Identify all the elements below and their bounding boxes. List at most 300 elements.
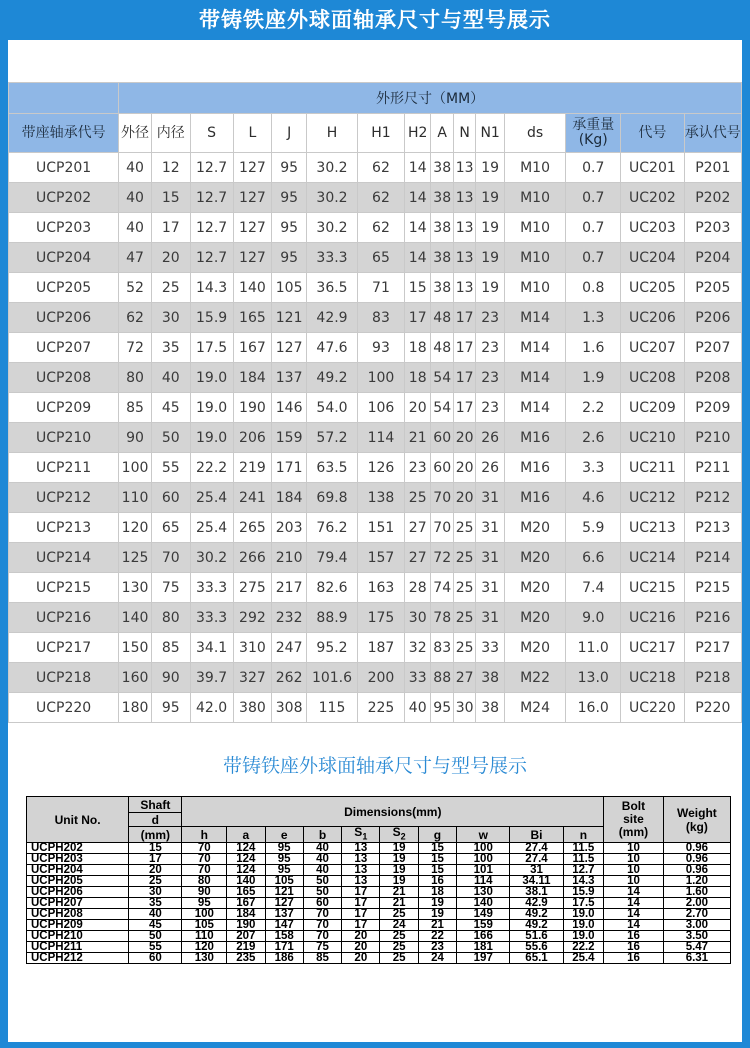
table-cell: 3.00: [663, 920, 730, 931]
table-cell: 17: [453, 333, 475, 363]
table-cell: 20: [404, 393, 431, 423]
table-cell: 14: [404, 183, 431, 213]
table-cell: P211: [684, 453, 741, 483]
table-cell: 95: [272, 243, 307, 273]
page-title: 带铸铁座外球面轴承尺寸与型号展示: [199, 8, 551, 32]
table-cell: 17: [342, 920, 380, 931]
dim-col-subscript: 2: [400, 831, 406, 842]
table-cell: 50: [129, 931, 182, 942]
table-cell: 13: [342, 876, 380, 887]
table-cell: UC220: [621, 693, 684, 723]
table-cell: 30: [453, 693, 475, 723]
table-cell: 165: [233, 303, 272, 333]
table-cell: 14: [404, 213, 431, 243]
table-cell: P218: [684, 663, 741, 693]
table-cell: 20: [129, 865, 182, 876]
table-cell: 18: [418, 887, 456, 898]
table-cell: 114: [358, 423, 405, 453]
unit-code-cell: UCPH205: [27, 876, 129, 887]
table-cell: 17: [342, 887, 380, 898]
table-cell: 30.2: [306, 183, 357, 213]
table-cell: 27: [453, 663, 475, 693]
table-cell: 125: [119, 543, 152, 573]
col-header: S: [190, 114, 233, 153]
table-cell: 101: [457, 865, 510, 876]
col-shaft-d: d: [129, 813, 182, 827]
table-cell: 15: [418, 865, 456, 876]
table-cell: 18: [404, 333, 431, 363]
table-cell: 13.0: [566, 663, 621, 693]
table-cell: 14.3: [190, 273, 233, 303]
table-cell: 40: [119, 213, 152, 243]
table-cell: 106: [358, 393, 405, 423]
table-cell: 25: [453, 603, 475, 633]
table-cell: 62: [358, 153, 405, 183]
table-cell: 20: [342, 953, 380, 964]
table-cell: 12.7: [190, 243, 233, 273]
table-cell: 120: [182, 942, 227, 953]
table-cell: 1.60: [663, 887, 730, 898]
table-cell: 27.4: [510, 854, 563, 865]
table-cell: 25: [151, 273, 190, 303]
table-cell: 19: [380, 876, 418, 887]
group-header-dimensions: 外形尺寸（MM）: [119, 83, 742, 114]
table-cell: 20: [342, 942, 380, 953]
table-cell: 16.0: [566, 693, 621, 723]
table-cell: 85: [151, 633, 190, 663]
col-header: 承重量(Kg): [566, 114, 621, 153]
col-header: N1: [476, 114, 505, 153]
table-cell: 23: [476, 363, 505, 393]
table-row: [9, 423, 742, 453]
table-cell: 12.7: [190, 213, 233, 243]
table-cell: 219: [233, 453, 272, 483]
table-cell: 12.7: [563, 865, 604, 876]
col-header: H1: [358, 114, 405, 153]
table-cell: 51.6: [510, 931, 563, 942]
table-cell: 40: [151, 363, 190, 393]
table-cell: 275: [233, 573, 272, 603]
table-cell: UC211: [621, 453, 684, 483]
dim-col-label: Bi: [530, 827, 543, 842]
table-cell: 127: [265, 898, 303, 909]
weight-unit: (kg): [685, 819, 708, 834]
table-row: [27, 865, 731, 876]
col-header: 承认代号: [684, 114, 741, 153]
table-cell: 45: [151, 393, 190, 423]
table-cell: 48: [431, 303, 453, 333]
table-cell: 1.6: [566, 333, 621, 363]
table-cell: 187: [358, 633, 405, 663]
table-row: [27, 876, 731, 887]
unit-code-cell: UCPH210: [27, 931, 129, 942]
table-cell: 33.3: [190, 603, 233, 633]
table-cell: UC209: [621, 393, 684, 423]
table-cell: 203: [272, 513, 307, 543]
unit-code-cell: UCP216: [9, 603, 119, 633]
table-cell: 25: [380, 953, 418, 964]
table-cell: M20: [504, 633, 565, 663]
table-row: [9, 633, 742, 663]
table-cell: 70: [431, 483, 453, 513]
table-cell: 24: [418, 953, 456, 964]
table-cell: 247: [272, 633, 307, 663]
table-cell: 19.0: [563, 909, 604, 920]
table-cell: 2.00: [663, 898, 730, 909]
table-cell: 13: [453, 213, 475, 243]
table-cell: 166: [457, 931, 510, 942]
table-cell: M10: [504, 153, 565, 183]
table-cell: 95: [272, 213, 307, 243]
table-cell: 15: [404, 273, 431, 303]
dim-col-label: S: [354, 826, 363, 840]
table-cell: 120: [119, 513, 152, 543]
unit-code-cell: UCPH209: [27, 920, 129, 931]
dim-col-header: [342, 827, 380, 843]
table-cell: M20: [504, 573, 565, 603]
table-row: [27, 909, 731, 920]
table-cell: P220: [684, 693, 741, 723]
table-cell: 210: [272, 543, 307, 573]
table-cell: 31: [476, 513, 505, 543]
table-cell: 95: [265, 843, 303, 854]
table-row: [9, 393, 742, 423]
table-cell: 70: [182, 854, 227, 865]
dim-col-header: [380, 827, 418, 843]
col-header: 内径: [151, 114, 190, 153]
table-cell: UC207: [621, 333, 684, 363]
table-row: [9, 453, 742, 483]
table-cell: 42.0: [190, 693, 233, 723]
table-cell: 75: [303, 942, 341, 953]
table-cell: 13: [453, 243, 475, 273]
table-cell: 33.3: [190, 573, 233, 603]
table-cell: 30: [151, 303, 190, 333]
table-cell: 30.2: [190, 543, 233, 573]
table-cell: 20: [453, 483, 475, 513]
table-cell: 5.47: [663, 942, 730, 953]
table-cell: 22.2: [190, 453, 233, 483]
table-cell: 308: [272, 693, 307, 723]
table-cell: 19: [476, 213, 505, 243]
table-cell: P207: [684, 333, 741, 363]
table-row: [9, 303, 742, 333]
table-cell: M10: [504, 273, 565, 303]
table-cell: UC215: [621, 573, 684, 603]
table-cell: 19.0: [563, 920, 604, 931]
table-cell: 265: [233, 513, 272, 543]
table-cell: 47: [119, 243, 152, 273]
table-cell: 158: [265, 931, 303, 942]
table-row: [27, 942, 731, 953]
table-cell: 24: [380, 920, 418, 931]
table-cell: 17: [453, 363, 475, 393]
unit-code-cell: UCPH206: [27, 887, 129, 898]
table-cell: 0.7: [566, 153, 621, 183]
table-cell: 100: [182, 909, 227, 920]
col-bolt-site: [604, 797, 664, 843]
table-cell: 310: [233, 633, 272, 663]
table-cell: 49.2: [306, 363, 357, 393]
dim-col-header: [227, 827, 265, 843]
table-cell: 26: [476, 423, 505, 453]
table-cell: 140: [227, 876, 265, 887]
col-unit-no: Unit No.: [27, 797, 129, 843]
table-cell: P205: [684, 273, 741, 303]
table-row: [9, 243, 742, 273]
col-header: J: [272, 114, 307, 153]
table-cell: 121: [272, 303, 307, 333]
table-cell: 55: [129, 942, 182, 953]
group-header-spacer: [9, 83, 119, 114]
table-cell: 6.6: [566, 543, 621, 573]
table-cell: 38: [431, 273, 453, 303]
col-header: H2: [404, 114, 431, 153]
table-cell: P209: [684, 393, 741, 423]
table-cell: 157: [358, 543, 405, 573]
table-cell: M20: [504, 543, 565, 573]
dim-col-header: [303, 827, 341, 843]
table-cell: 146: [272, 393, 307, 423]
table-cell: 100: [358, 363, 405, 393]
table-cell: 207: [227, 931, 265, 942]
table-cell: 16: [604, 953, 664, 964]
table-cell: 186: [265, 953, 303, 964]
table-cell: 40: [303, 843, 341, 854]
table-cell: 50: [303, 876, 341, 887]
table-cell: 206: [233, 423, 272, 453]
table-cell: 95: [272, 183, 307, 213]
table-cell: 13: [342, 865, 380, 876]
table-row: [9, 213, 742, 243]
unit-code-cell: UCP214: [9, 543, 119, 573]
table-cell: 14: [604, 909, 664, 920]
table-cell: M10: [504, 213, 565, 243]
table-cell: 19.0: [190, 393, 233, 423]
unit-code-cell: UCP211: [9, 453, 119, 483]
table-cell: 95: [182, 898, 227, 909]
table-cell: 130: [119, 573, 152, 603]
table-cell: 12.7: [190, 183, 233, 213]
table-cell: 25.4: [190, 513, 233, 543]
unit-code-cell: UCP213: [9, 513, 119, 543]
table-cell: 23: [476, 333, 505, 363]
unit-code-cell: UCP218: [9, 663, 119, 693]
table-row: [27, 843, 731, 854]
dim-col-label: S: [392, 826, 401, 840]
table-cell: 40: [303, 854, 341, 865]
table-cell: P203: [684, 213, 741, 243]
col-header: L: [233, 114, 272, 153]
table-cell: 2.2: [566, 393, 621, 423]
table-cell: 25.4: [190, 483, 233, 513]
table-cell: 10: [604, 876, 664, 887]
table-cell: 3.50: [663, 931, 730, 942]
table-cell: 33: [476, 633, 505, 663]
table-cell: 13: [453, 273, 475, 303]
table-cell: 184: [233, 363, 272, 393]
table-row: [9, 183, 742, 213]
table-cell: 241: [233, 483, 272, 513]
table-cell: 38: [431, 213, 453, 243]
table-cell: 70: [151, 543, 190, 573]
table-cell: 18: [404, 363, 431, 393]
table-cell: 21: [404, 423, 431, 453]
unit-code-cell: UCP201: [9, 153, 119, 183]
table-cell: 38: [431, 153, 453, 183]
table-cell: 38: [476, 663, 505, 693]
table-cell: M20: [504, 603, 565, 633]
table-cell: M14: [504, 363, 565, 393]
table-cell: 4.6: [566, 483, 621, 513]
table-cell: 34.11: [510, 876, 563, 887]
table-cell: M16: [504, 423, 565, 453]
table-cell: 40: [129, 909, 182, 920]
col-header: 外径: [119, 114, 152, 153]
table-cell: 1.3: [566, 303, 621, 333]
table-cell: UC205: [621, 273, 684, 303]
table-cell: 25: [453, 513, 475, 543]
table-cell: 9.0: [566, 603, 621, 633]
table-cell: 33.3: [306, 243, 357, 273]
table-cell: 25: [380, 909, 418, 920]
table-cell: 95: [151, 693, 190, 723]
table-cell: 16: [418, 876, 456, 887]
table-cell: 76.2: [306, 513, 357, 543]
table-cell: 50: [151, 423, 190, 453]
table-cell: 70: [303, 909, 341, 920]
table-cell: 167: [227, 898, 265, 909]
table-cell: 127: [233, 153, 272, 183]
table-row: [9, 363, 742, 393]
table-cell: 27: [404, 543, 431, 573]
table-cell: 127: [233, 183, 272, 213]
table-cell: 30: [404, 603, 431, 633]
table-cell: 165: [227, 887, 265, 898]
table-cell: 14: [604, 887, 664, 898]
table-row: [27, 887, 731, 898]
table-cell: 0.96: [663, 865, 730, 876]
col-shaft: Shaft: [129, 797, 182, 813]
table-cell: 23: [404, 453, 431, 483]
table-cell: 124: [227, 843, 265, 854]
table-cell: 105: [182, 920, 227, 931]
table-cell: 95.2: [306, 633, 357, 663]
table-cell: 10: [604, 865, 664, 876]
table-cell: 42.9: [306, 303, 357, 333]
dim-col-label: n: [579, 827, 588, 842]
table-cell: 219: [227, 942, 265, 953]
table-cell: 35: [129, 898, 182, 909]
table-cell: 19: [418, 898, 456, 909]
table-cell: 126: [358, 453, 405, 483]
table-row: [27, 931, 731, 942]
col-header: A: [431, 114, 453, 153]
col-weight: [663, 797, 730, 843]
table-cell: 19: [476, 183, 505, 213]
table-cell: 266: [233, 543, 272, 573]
table-cell: 13: [342, 854, 380, 865]
table-cell: 17: [453, 303, 475, 333]
table-cell: 147: [265, 920, 303, 931]
table-cell: 225: [358, 693, 405, 723]
table-cell: 30.2: [306, 153, 357, 183]
table-cell: 25: [404, 483, 431, 513]
table-cell: 95: [272, 153, 307, 183]
table-cell: 50: [303, 887, 341, 898]
table-row: [27, 898, 731, 909]
table-cell: 32: [404, 633, 431, 663]
table-cell: 10: [604, 843, 664, 854]
table-cell: 93: [358, 333, 405, 363]
unit-code-cell: UCP203: [9, 213, 119, 243]
table-cell: 11.5: [563, 854, 604, 865]
table-cell: 90: [119, 423, 152, 453]
table-cell: 197: [457, 953, 510, 964]
table-cell: 110: [119, 483, 152, 513]
table-cell: 54.0: [306, 393, 357, 423]
table-cell: 19.0: [563, 931, 604, 942]
table-cell: 149: [457, 909, 510, 920]
table-cell: 30: [129, 887, 182, 898]
table-cell: 160: [119, 663, 152, 693]
table-cell: 62: [358, 183, 405, 213]
table-row: [9, 273, 742, 303]
unit-code-cell: UCP207: [9, 333, 119, 363]
table-cell: 14: [604, 920, 664, 931]
table-cell: 138: [358, 483, 405, 513]
table-cell: 40: [303, 865, 341, 876]
table-cell: 16: [604, 942, 664, 953]
table-cell: 140: [119, 603, 152, 633]
table-cell: 190: [233, 393, 272, 423]
table-cell: 0.8: [566, 273, 621, 303]
table-cell: 54: [431, 393, 453, 423]
table-cell: 327: [233, 663, 272, 693]
col-header: 代号: [621, 114, 684, 153]
table-cell: 14.3: [563, 876, 604, 887]
table-cell: 3.3: [566, 453, 621, 483]
table-cell: 31: [476, 483, 505, 513]
col-header: 带座轴承代号: [9, 114, 119, 153]
table-row: [27, 920, 731, 931]
unit-code-cell: UCPH211: [27, 942, 129, 953]
table-cell: 65.1: [510, 953, 563, 964]
weight-label: Weight: [677, 805, 717, 820]
table-cell: 35: [151, 333, 190, 363]
table-cell: 60: [129, 953, 182, 964]
table-cell: M14: [504, 303, 565, 333]
table-cell: 180: [119, 693, 152, 723]
table-cell: 20: [453, 453, 475, 483]
table-cell: 25: [380, 931, 418, 942]
bolt-site-unit: (mm): [618, 825, 649, 839]
table-cell: 124: [227, 854, 265, 865]
table-cell: 0.96: [663, 843, 730, 854]
table-cell: 100: [119, 453, 152, 483]
table-cell: 65: [151, 513, 190, 543]
table-cell: 19: [380, 854, 418, 865]
table-cell: 100: [457, 843, 510, 854]
table-cell: 292: [233, 603, 272, 633]
table-row: [9, 483, 742, 513]
table-cell: 49.2: [510, 920, 563, 931]
table-cell: P201: [684, 153, 741, 183]
table-cell: 42.9: [510, 898, 563, 909]
table-cell: 17.5: [190, 333, 233, 363]
table-cell: UC201: [621, 153, 684, 183]
table-cell: 140: [457, 898, 510, 909]
